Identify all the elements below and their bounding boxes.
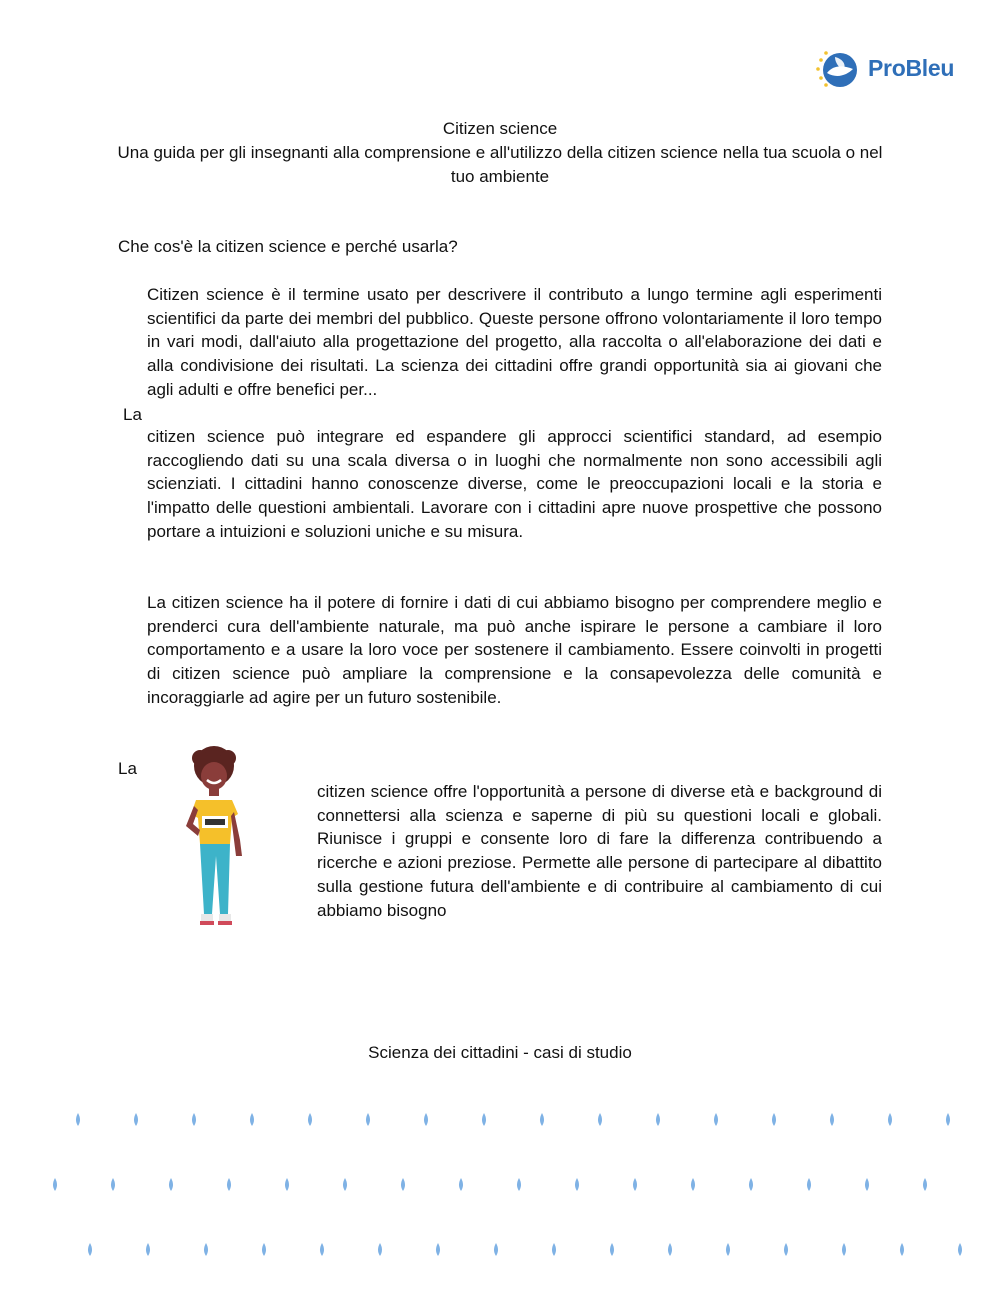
child-illustration [176, 744, 254, 932]
drop-icon [517, 1178, 521, 1191]
drop-icon [888, 1113, 892, 1126]
drop-icon [424, 1113, 428, 1126]
drop-icon [552, 1243, 556, 1256]
logo-text: ProBleu [868, 55, 955, 81]
drop-icon [192, 1113, 196, 1126]
drop-icon [656, 1113, 660, 1126]
drop-icon [262, 1243, 266, 1256]
drop-icon [494, 1243, 498, 1256]
case-studies-heading: Scienza dei cittadini - casi di studio [368, 1043, 632, 1062]
drop-icon [285, 1178, 289, 1191]
drop-icon [946, 1113, 950, 1126]
drop-icon [923, 1178, 927, 1191]
drop-icon [308, 1113, 312, 1126]
drop-icon [714, 1113, 718, 1126]
paragraph-3: La citizen science ha il potere di fornire i dati di cui abbiamo bisogno per comprendere meglio e prenderci cura dell'ambiente naturale, ma può anche ispirare le persone a cambiare il loro comportamento e a usare la loro voce per sostenere il cambiamento. Essere coinvolti in progetti di citizen science può ampliare la comprensione e la consapevolezza delle comunità e incoraggiarle ad agire per un futuro sostenibile. [147, 593, 882, 707]
drop-icon [575, 1178, 579, 1191]
drop-icon [459, 1178, 463, 1191]
drop-icon [378, 1243, 382, 1256]
drop-icon [204, 1243, 208, 1256]
section-heading: Che cos'è la citizen science e perché usarla? [118, 237, 458, 256]
la-label-1: La [123, 405, 142, 424]
drop-icon [610, 1243, 614, 1256]
drop-icon [436, 1243, 440, 1256]
drop-icon [540, 1113, 544, 1126]
drop-icon [366, 1113, 370, 1126]
drop-icon [169, 1178, 173, 1191]
drop-icon [482, 1113, 486, 1126]
drop-icon [958, 1243, 962, 1256]
drop-icon [111, 1178, 115, 1191]
drop-icon [633, 1178, 637, 1191]
drop-icon [900, 1243, 904, 1256]
la-label-2: La [118, 759, 137, 778]
drop-icon [320, 1243, 324, 1256]
drop-icon [343, 1178, 347, 1191]
document-subtitle: Una guida per gli insegnanti alla comprensione e all'utilizzo della citizen science nella tua scuola o nel tuo ambiente [117, 143, 883, 186]
drop-icon [807, 1178, 811, 1191]
drop-icon [784, 1243, 788, 1256]
decorative-drop-pattern [0, 1100, 1000, 1270]
drop-icon [668, 1243, 672, 1256]
drop-icon [76, 1113, 80, 1126]
probleu-logo [813, 45, 973, 95]
drop-icon [691, 1178, 695, 1191]
drop-icon [749, 1178, 753, 1191]
paragraph-1: Citizen science è il termine usato per descrivere il contributo a lungo termine agli esperimenti scientifici da parte dei membri del pubblico. Queste persone offrono volontariamente il loro tempo in vari modi, dall'aiuto alla progettazione del progetto, alla raccolta o all'elaborazione dei dati e alla condivisione dei risultati. La scienza dei cittadini offre grandi opportunità sia ai giovani che agli adulti e offre benefici per... [147, 285, 882, 399]
drop-icon [88, 1243, 92, 1256]
drop-icon [53, 1178, 57, 1191]
drop-icon [401, 1178, 405, 1191]
drop-icon [726, 1243, 730, 1256]
paragraph-2: citizen science può integrare ed espandere gli approcci scientifici standard, ad esempio raccogliendo dati su una scala diversa o in luoghi che normalmente non sono accessibili agli scienziati. I cittadini hanno conoscenze diverse, come le preoccupazioni locali e la storia e l'impatto delle questioni ambientali. Lavorare con i cittadini apre nuove prospettive che possono portare a intuizioni e soluzioni uniche e su misura. [147, 427, 882, 541]
globe-logo-icon [813, 45, 863, 95]
drop-icon [227, 1178, 231, 1191]
drop-icon [865, 1178, 869, 1191]
drop-icon [250, 1113, 254, 1126]
title-block [110, 117, 890, 189]
drop-icon [830, 1113, 834, 1126]
document-title: Citizen science [442, 119, 558, 138]
paragraph-4: citizen science offre l'opportunità a persone di diverse età e background di connettersi alla scienza e saperne di più su questioni locali e globali. Riunisce i gruppi e consente loro di fare la differenza contribuendo a ricerche e azioni preziose. Permette alle persone di partecipare al dibattito sulla gestione futura dell'ambiente e di contribuire al cambiamento di cui abbiamo bisogno [317, 782, 882, 920]
drop-icon [772, 1113, 776, 1126]
drop-icon [842, 1243, 846, 1256]
drop-icon [146, 1243, 150, 1256]
drop-icon [598, 1113, 602, 1126]
drop-icon [134, 1113, 138, 1126]
